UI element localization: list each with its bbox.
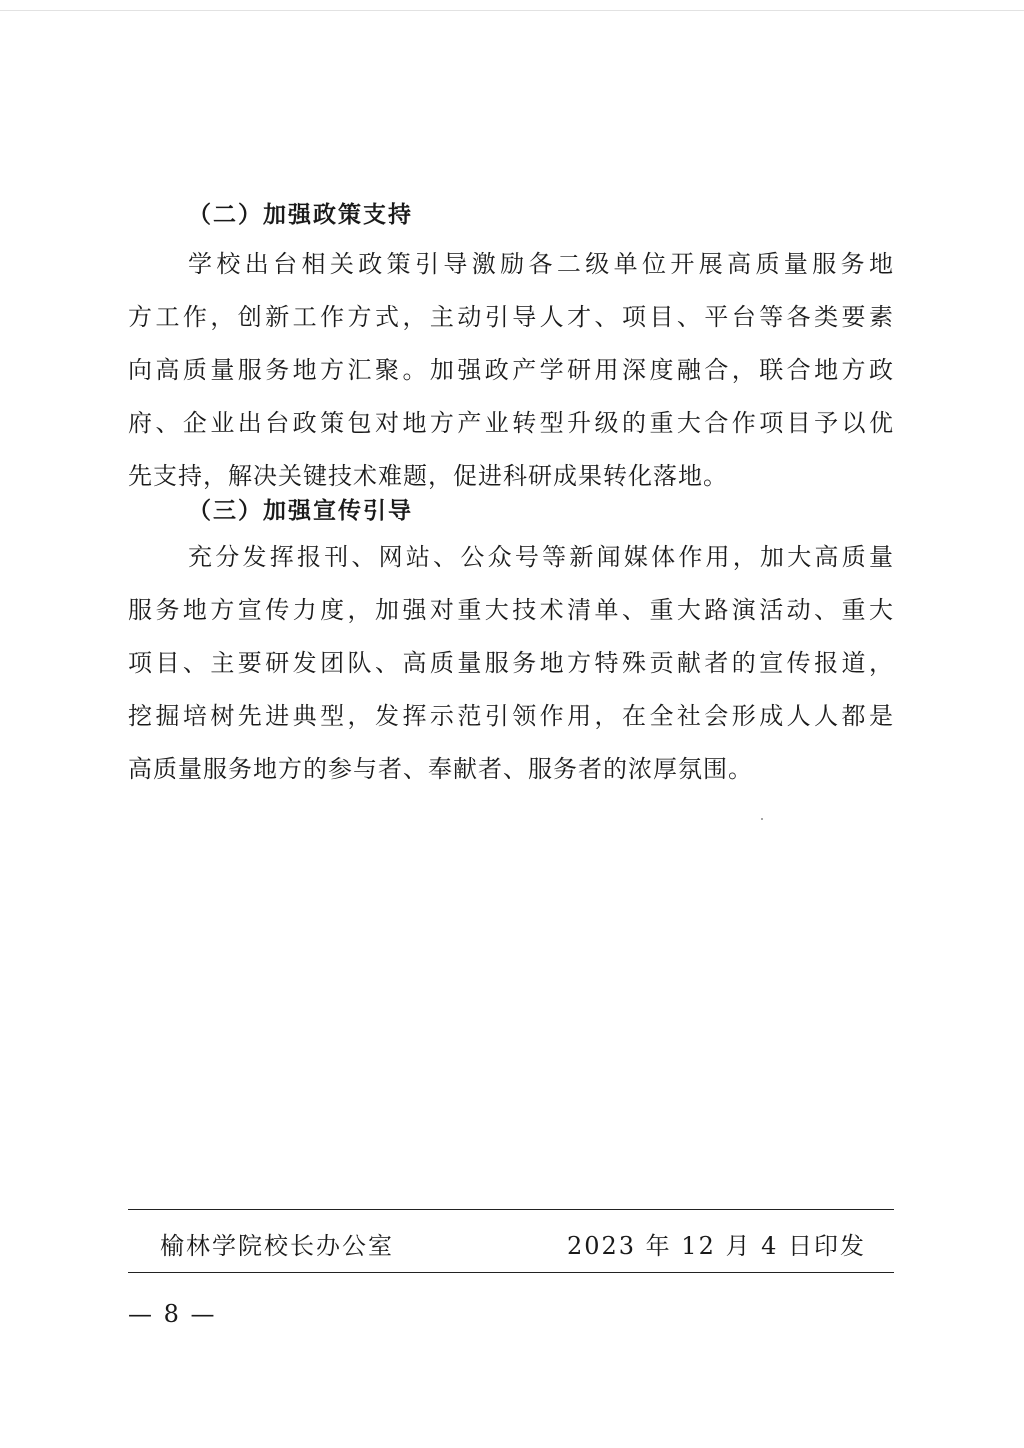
paragraph-line: 高质量服务地方的参与者、奉献者、服务者的浓厚氛围。 [128, 755, 753, 783]
section-heading-2: （二）加强政策支持 [188, 202, 413, 228]
paragraph-line: 府、企业出台政策包对地方产业转型升级的重大合作项目予以优 [128, 409, 894, 437]
section-paragraph-2 [128, 238, 894, 503]
issue-date: 2023 年 12 月 4 日印发 [566, 1232, 866, 1260]
section-heading-3: （三）加强宣传引导 [188, 498, 413, 524]
paragraph-line: 项目、主要研发团队、高质量服务地方特殊贡献者的宣传报道， [128, 649, 894, 677]
paragraph-line: 挖掘培树先进典型，发挥示范引领作用，在全社会形成人人都是 [128, 702, 894, 730]
page-number: — 8 — [128, 1300, 217, 1328]
scan-speck [761, 818, 763, 820]
paragraph-line: 方工作，创新工作方式，主动引导人才、项目、平台等各类要素 [128, 303, 894, 331]
paragraph-line: 学校出台相关政策引导激励各二级单位开展高质量服务地 [188, 250, 894, 278]
paragraph-line: 服务地方宣传力度，加强对重大技术清单、重大路演活动、重大 [128, 596, 894, 624]
footer-bottom-rule [128, 1272, 894, 1273]
paragraph-line: 充分发挥报刊、网站、公众号等新闻媒体作用，加大高质量 [188, 543, 894, 571]
paragraph-line: 向高质量服务地方汇聚。加强政产学研用深度融合，联合地方政 [128, 356, 894, 384]
footer-top-rule [128, 1209, 894, 1210]
paragraph-line: 先支持，解决关键技术难题，促进科研成果转化落地。 [128, 462, 728, 490]
issuer-name: 榆林学院校长办公室 [160, 1232, 394, 1260]
scan-top-edge [0, 10, 1024, 11]
section-paragraph-3 [128, 531, 894, 796]
